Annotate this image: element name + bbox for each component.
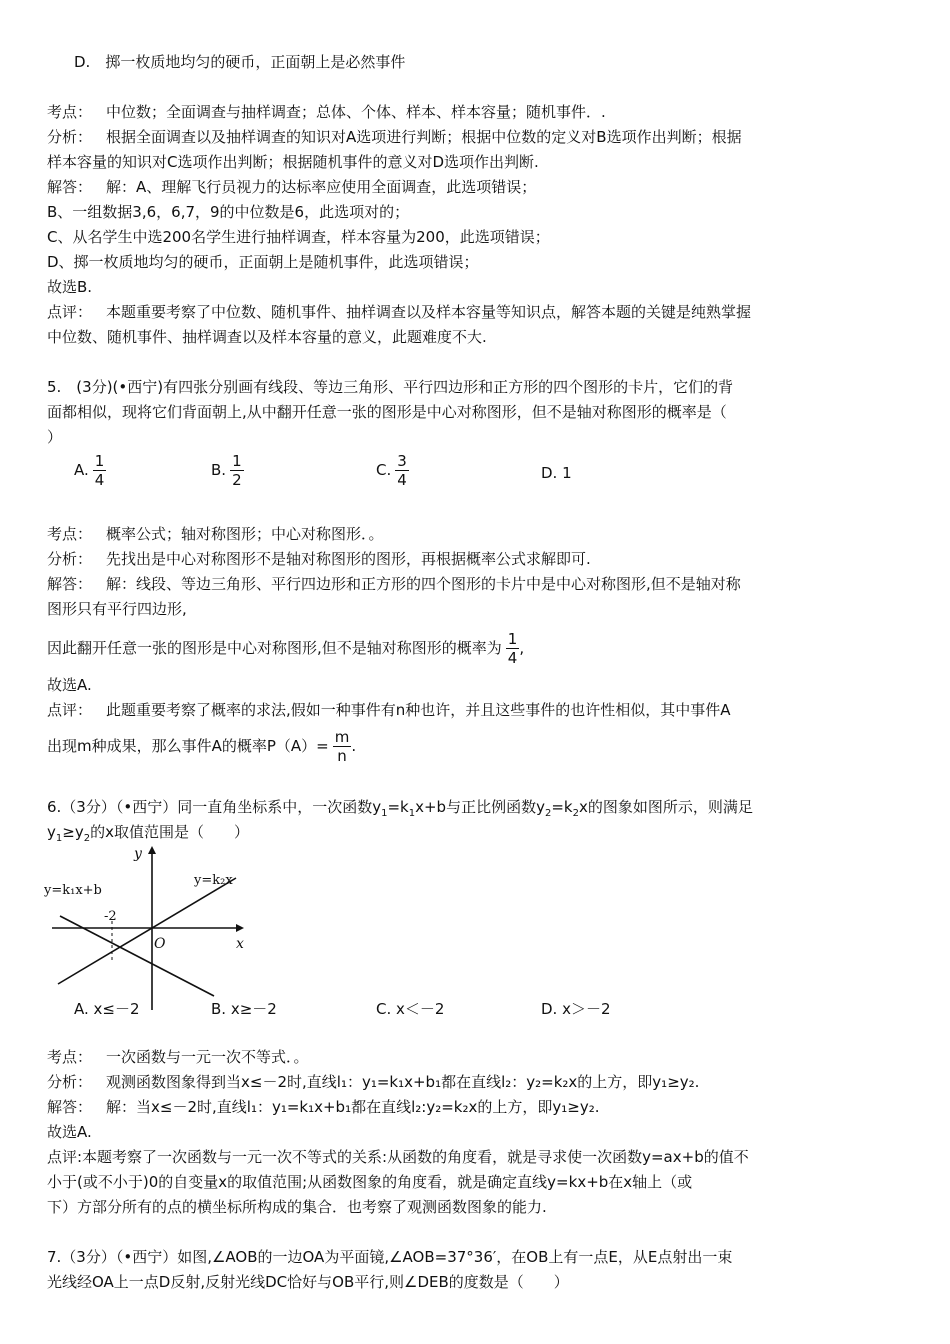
q7-stem: 7.（3分）（•西宁）如图,∠AOB的一边OA为平面镜,∠AOB=37°36′，在OB上有一点E，从E点射出一束 — [47, 1248, 733, 1266]
q4-fenxi-cont: 样本容量的知识对C选项作出判断；根据随机事件的意义对D选项作出判断. — [47, 153, 539, 171]
q7-stem-cont: 光线经OA上一点D反射,反射光线DC恰好与OB平行,则∠DEB的度数是（ ） — [47, 1273, 569, 1291]
fenxi-text: 根据全面调查以及抽样调查的知识对A选项进行判断；根据中位数的定义对B选项作出判断；根据 — [106, 128, 742, 146]
origin-label: O — [154, 936, 166, 952]
q6-dianping-end: 下）方部分所有的点的横坐标所构成的集合．也考察了观测函数图象的能力. — [47, 1198, 547, 1216]
tick-minus-2: -2 — [104, 909, 117, 924]
q6-fenxi: 分析： 观测函数图象得到当x≤－2时,直线l₁：y₁=k₁x+b₁都在直线l₂：y₂=k₂x的上方，即y₁≥y₂. — [47, 1073, 700, 1091]
line1-label: y=k₁x+b — [44, 883, 102, 898]
fraction: $\frac{1}{4}$ — [94, 452, 105, 489]
q6-stem: 6.（3分）（•西宁）同一直角坐标系中，一次函数$y_1=k_1x+b$与正比例函数$y_2=k_2x$的图象如图所示，则满足 — [47, 798, 753, 819]
q5-stem-cont: 面都相似，现将它们背面朝上,从中翻开任意一张的图形是中心对称图形，但不是轴对称图形的概率是（ — [47, 403, 727, 421]
q5-option-b: B. $\frac{1}{2}$ — [211, 452, 242, 489]
q5-option-a: A. $\frac{1}{4}$ — [74, 452, 105, 489]
q4-answer: 故选B. — [47, 278, 93, 296]
dianping-text: 本题重要考察了中位数、随机事件、抽样调查以及样本容量等知识点，解答本题的关键是纯熟掌握 — [106, 303, 752, 321]
q6-function-graph — [44, 844, 254, 1016]
q5-option-d: D. 1 — [541, 464, 572, 482]
q5-answer: 故选A. — [47, 676, 92, 694]
y-axis-arrow — [148, 846, 156, 854]
q6-option-a: A. x≤－2 — [74, 1000, 140, 1018]
q6-stem-cont: $y_1\ge y_2$的x取值范围是（ ） — [47, 823, 249, 844]
q6-option-b: B. x≥－2 — [211, 1000, 277, 1018]
q6-option-c: C. x＜－2 — [376, 1000, 445, 1018]
jieda-text: 解：A、理解飞行员视力的达标率应使用全面调查，此选项错误； — [106, 178, 537, 196]
fenxi-label: 分析： — [47, 128, 93, 146]
q5-jieda: 解答： 解：线段、等边三角形、平行四边形和正方形的四个图形的卡片中是中心对称图形,但不是轴对称 — [47, 575, 741, 593]
kaodian-label: 考点： — [47, 103, 93, 121]
q6-dianping: 点评:本题考察了一次函数与一元一次不等式的关系:从函数的角度看，就是寻求使一次函数y=ax+b的值不 — [47, 1148, 749, 1166]
q5-dianping-cont: 出现m种成果，那么事件A的概率P（A）= $\frac{m}{n}$ . — [47, 728, 357, 765]
q4-dianping — [47, 302, 751, 322]
q4-option-d: D. 掷一枚质地均匀的硬币，正面朝上是必然事件 — [74, 53, 406, 71]
q4-fenxi — [47, 127, 742, 147]
q5-kaodian: 考点： 概率公式；轴对称图形；中心对称图形．。 — [47, 525, 384, 543]
q6-dianping-cont: 小于(或不小于)0的自变量x的取值范围;从函数图象的角度看，就是确定直线y=kx+b在x轴上（或 — [47, 1173, 693, 1191]
kaodian-text: 中位数；全面调查与抽样调查；总体、个体、样本、样本容量；随机事件．. — [106, 103, 606, 121]
q4-jieda-b: B、一组数据3,6，6,7，9的中位数是6，此选项对的； — [47, 203, 410, 221]
q4-jieda — [47, 177, 536, 197]
q5-jieda-conclusion: 因此翻开任意一张的图形是中心对称图形,但不是轴对称图形的概率为 $\frac{1}{4}$ , — [47, 630, 525, 667]
q5-fenxi: 分析： 先找出是中心对称图形不是轴对称图形的图形，再根据概率公式求解即可. — [47, 550, 591, 568]
line2-label: y=k₂x — [194, 873, 233, 888]
fraction: $\frac{1}{2}$ — [232, 452, 242, 489]
q6-jieda: 解答： 解：当x≤－2时,直线l₁：y₁=k₁x+b₁都在直线l₂:y₂=k₂x的上方，即y₁≥y₂. — [47, 1098, 600, 1116]
fraction: $\frac{m}{n}$ — [334, 728, 350, 765]
q4-jieda-d: D、掷一枚质地均匀的硬币，正面朝上是随机事件，此选项错误； — [47, 253, 479, 271]
q4-kaodian — [47, 102, 606, 122]
dianping-label: 点评： — [47, 303, 93, 321]
fraction: $\frac{1}{4}$ — [507, 630, 518, 667]
x-axis-arrow — [236, 924, 244, 932]
y-axis-label: y — [134, 846, 142, 862]
jieda-label: 解答： — [47, 178, 93, 196]
q5-jieda-cont: 图形只有平行四边形, — [47, 600, 187, 618]
q4-dianping-cont: 中位数、随机事件、抽样调查以及样本容量的意义，此题难度不大. — [47, 328, 487, 346]
q6-kaodian: 考点： 一次函数与一元一次不等式．。 — [47, 1048, 309, 1066]
q5-stem-end: ） — [47, 428, 63, 446]
q5-stem: 5. (3分)(•西宁)有四张分别画有线段、等边三角形、平行四边形和正方形的四个图形的卡片，它们的背 — [47, 378, 734, 396]
fraction: $\frac{3}{4}$ — [397, 452, 407, 489]
q6-answer: 故选A. — [47, 1123, 92, 1141]
q6-option-d: D. x＞－2 — [541, 1000, 611, 1018]
q5-dianping: 点评： 此题重要考察了概率的求法,假如一种事件有n种也许，并且这些事件的也许性相似，其中事件A — [47, 701, 731, 719]
q4-jieda-c: C、从名学生中选200名学生进行抽样调查，样本容量为200，此选项错误； — [47, 228, 550, 246]
q5-option-c: C. $\frac{3}{4}$ — [376, 452, 407, 489]
x-axis-label: x — [236, 936, 244, 952]
